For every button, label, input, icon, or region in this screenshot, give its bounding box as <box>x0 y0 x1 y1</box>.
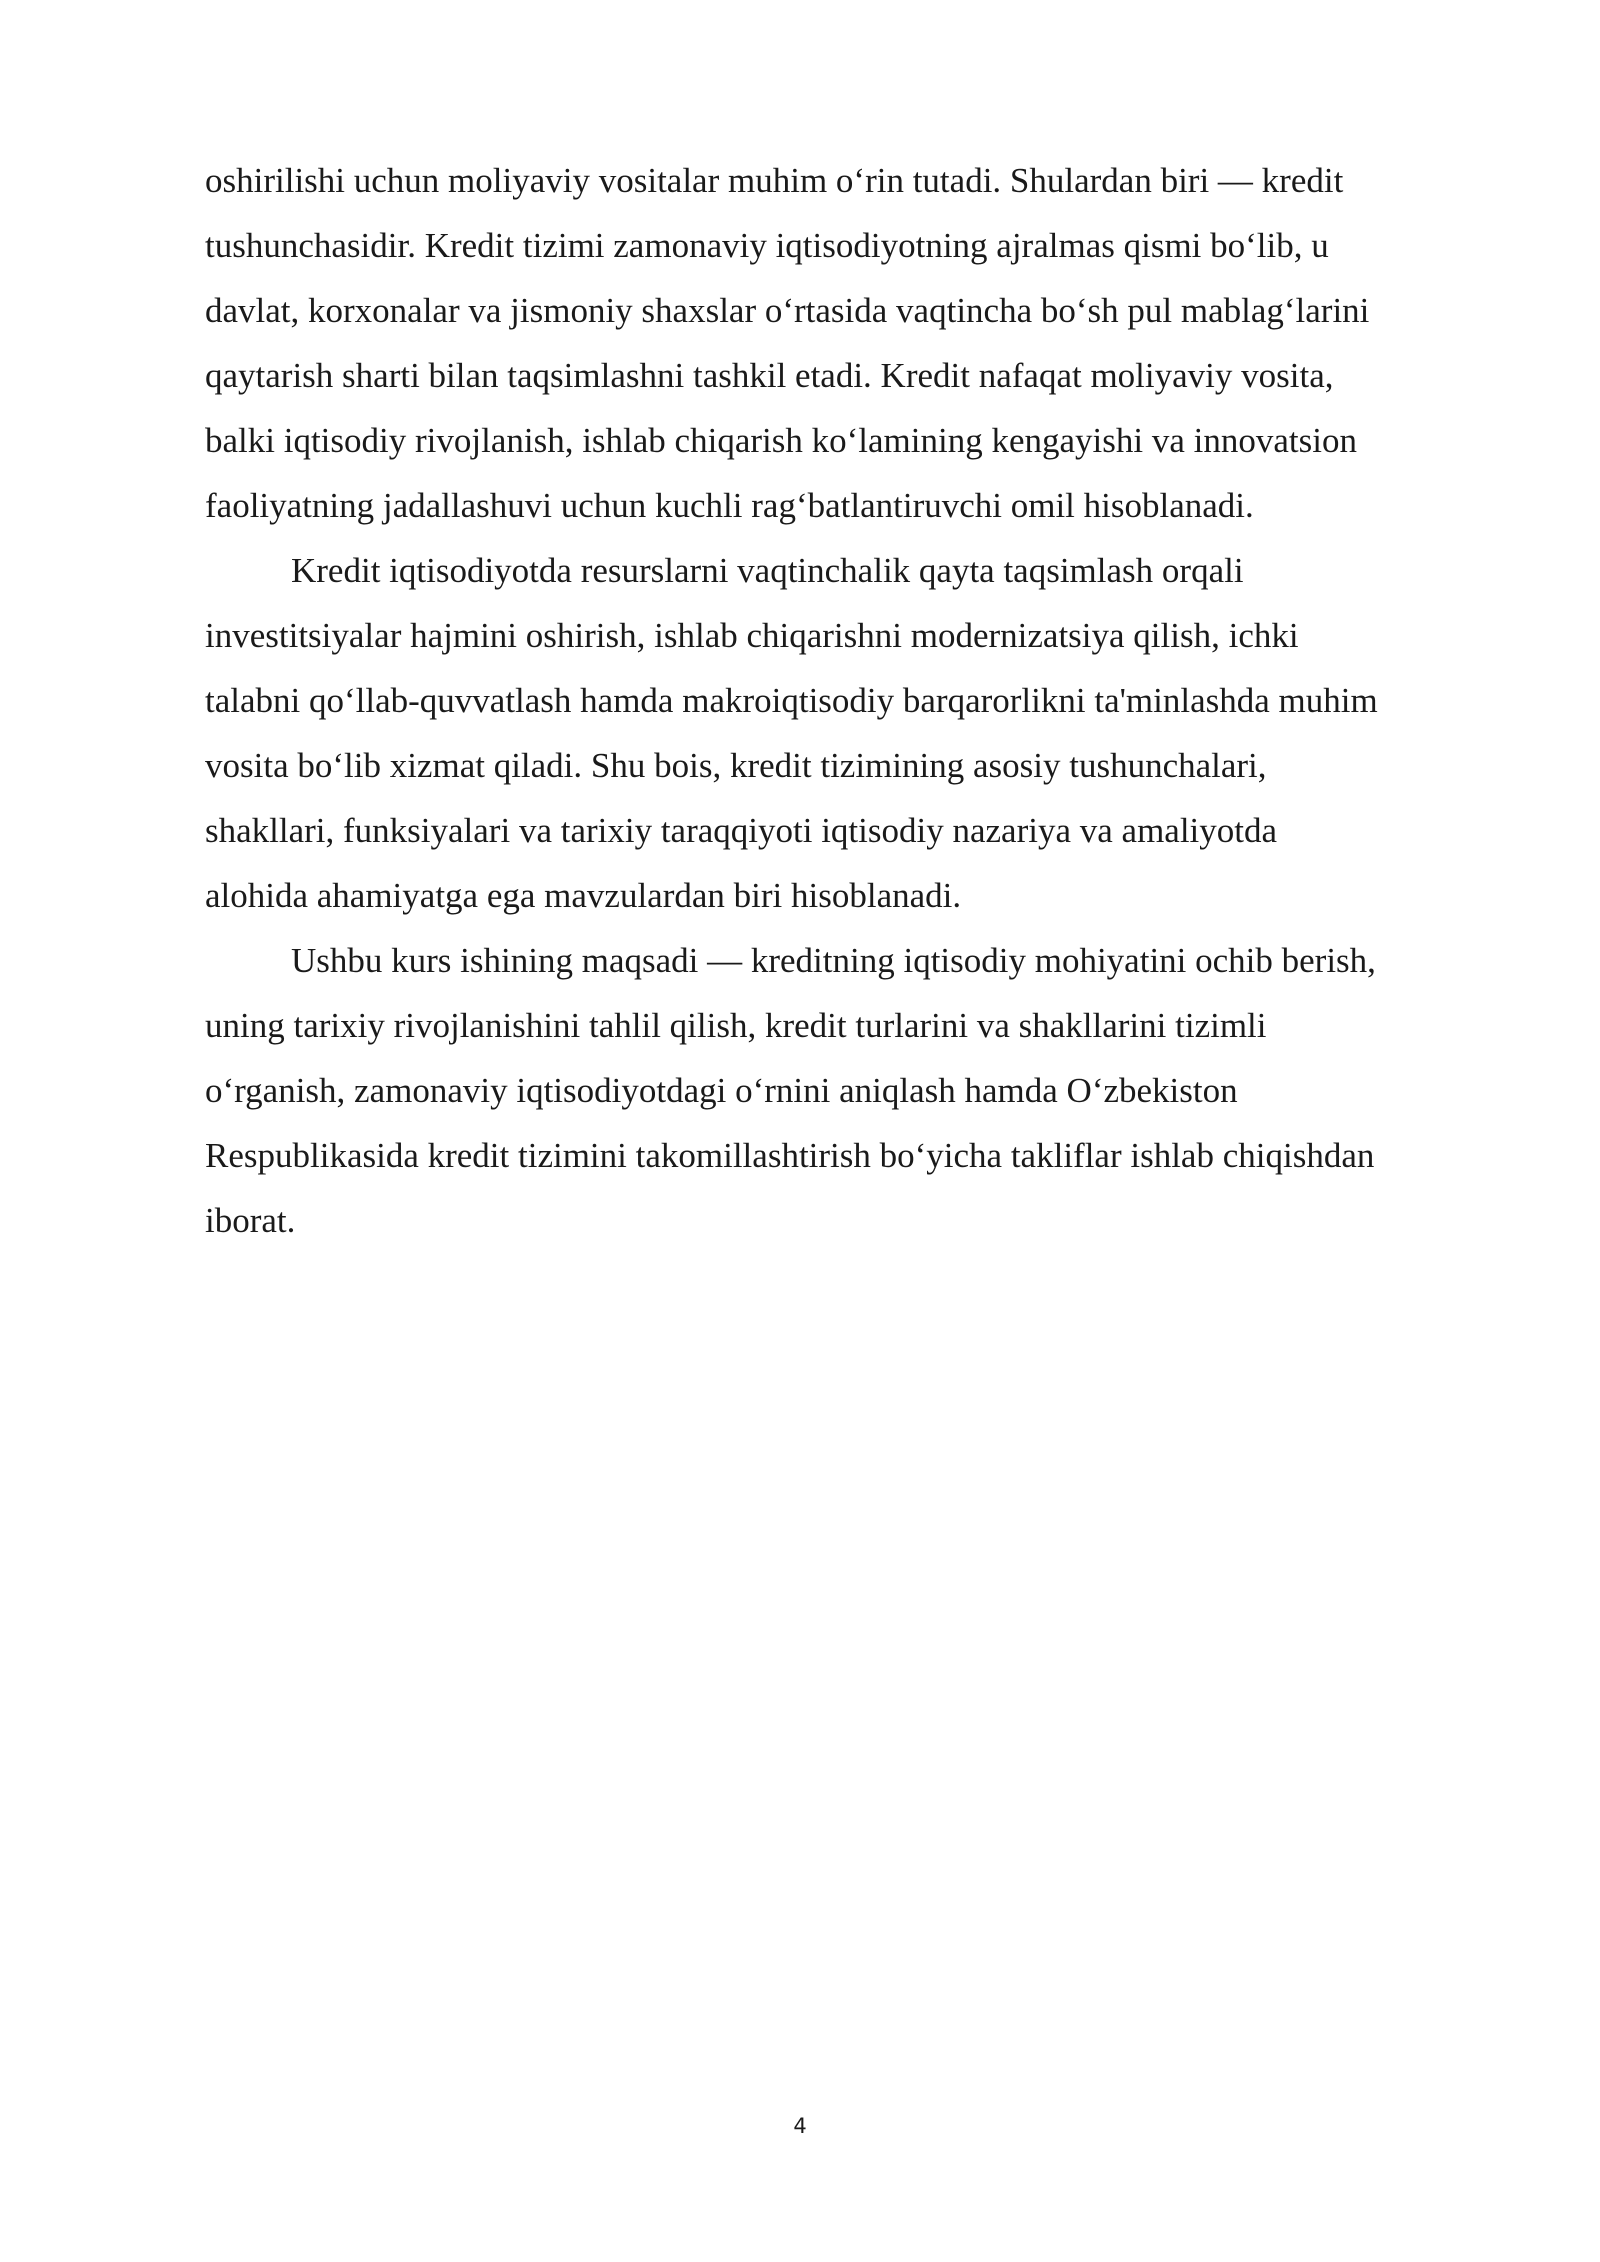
text-line: vosita boʻlib xizmat qiladi. Shu bois, kredit tizimining asosiy tushunchalari, <box>205 746 1267 785</box>
text-line: balki iqtisodiy rivojlanish, ishlab chiqarish koʻlamining kengayishi va innovatsion <box>205 421 1357 460</box>
text-line: investitsiyalar hajmini oshirish, ishlab chiqarishni modernizatsiya qilish, ichki <box>205 616 1299 655</box>
text-line: davlat, korxonalar va jismoniy shaxslar oʻrtasida vaqtincha boʻsh pul mablagʻlarini <box>205 291 1370 330</box>
text-line: faoliyatning jadallashuvi uchun kuchli ragʻbatlantiruvchi omil hisoblanadi. <box>205 486 1254 525</box>
text-line: shakllari, funksiyalari va tarixiy taraqqiyoti iqtisodiy nazariya va amaliyotda <box>205 811 1278 850</box>
text-line: qaytarish sharti bilan taqsimlashni tashkil etadi. Kredit nafaqat moliyaviy vosita, <box>205 356 1334 395</box>
text-line: iborat. <box>205 1201 296 1240</box>
text-line: Ushbu kurs ishining maqsadi — kreditning iqtisodiy mohiyatini ochib berish, <box>291 941 1376 980</box>
paragraph-2 <box>205 538 1480 928</box>
text-line: uning tarixiy rivojlanishini tahlil qilish, kredit turlarini va shakllarini tizimli <box>205 1006 1267 1045</box>
page-number: 4 <box>793 2114 807 2138</box>
text-line: oshirilishi uchun moliyaviy vositalar muhim oʻrin tutadi. Shulardan biri — kredit <box>205 161 1344 200</box>
text-line: Respublikasida kredit tizimini takomillashtirish boʻyicha takliflar ishlab chiqishdan <box>205 1136 1375 1175</box>
text-line: talabni qoʻllab-quvvatlash hamda makroiqtisodiy barqarorlikni ta'minlashda muhim <box>205 681 1378 720</box>
text-line: oʻrganish, zamonaviy iqtisodiyotdagi oʻrnini aniqlash hamda Oʻzbekiston <box>205 1071 1238 1110</box>
body-text <box>205 148 1480 1253</box>
text-line: Kredit iqtisodiyotda resurslarni vaqtinchalik qayta taqsimlash orqali <box>291 551 1244 590</box>
text-line: tushunchasidir. Kredit tizimi zamonaviy iqtisodiyotning ajralmas qismi boʻlib, u <box>205 226 1329 265</box>
paragraph-1 <box>205 148 1480 538</box>
paragraph-3 <box>205 928 1480 1253</box>
text-line: alohida ahamiyatga ega mavzulardan biri hisoblanadi. <box>205 876 962 915</box>
